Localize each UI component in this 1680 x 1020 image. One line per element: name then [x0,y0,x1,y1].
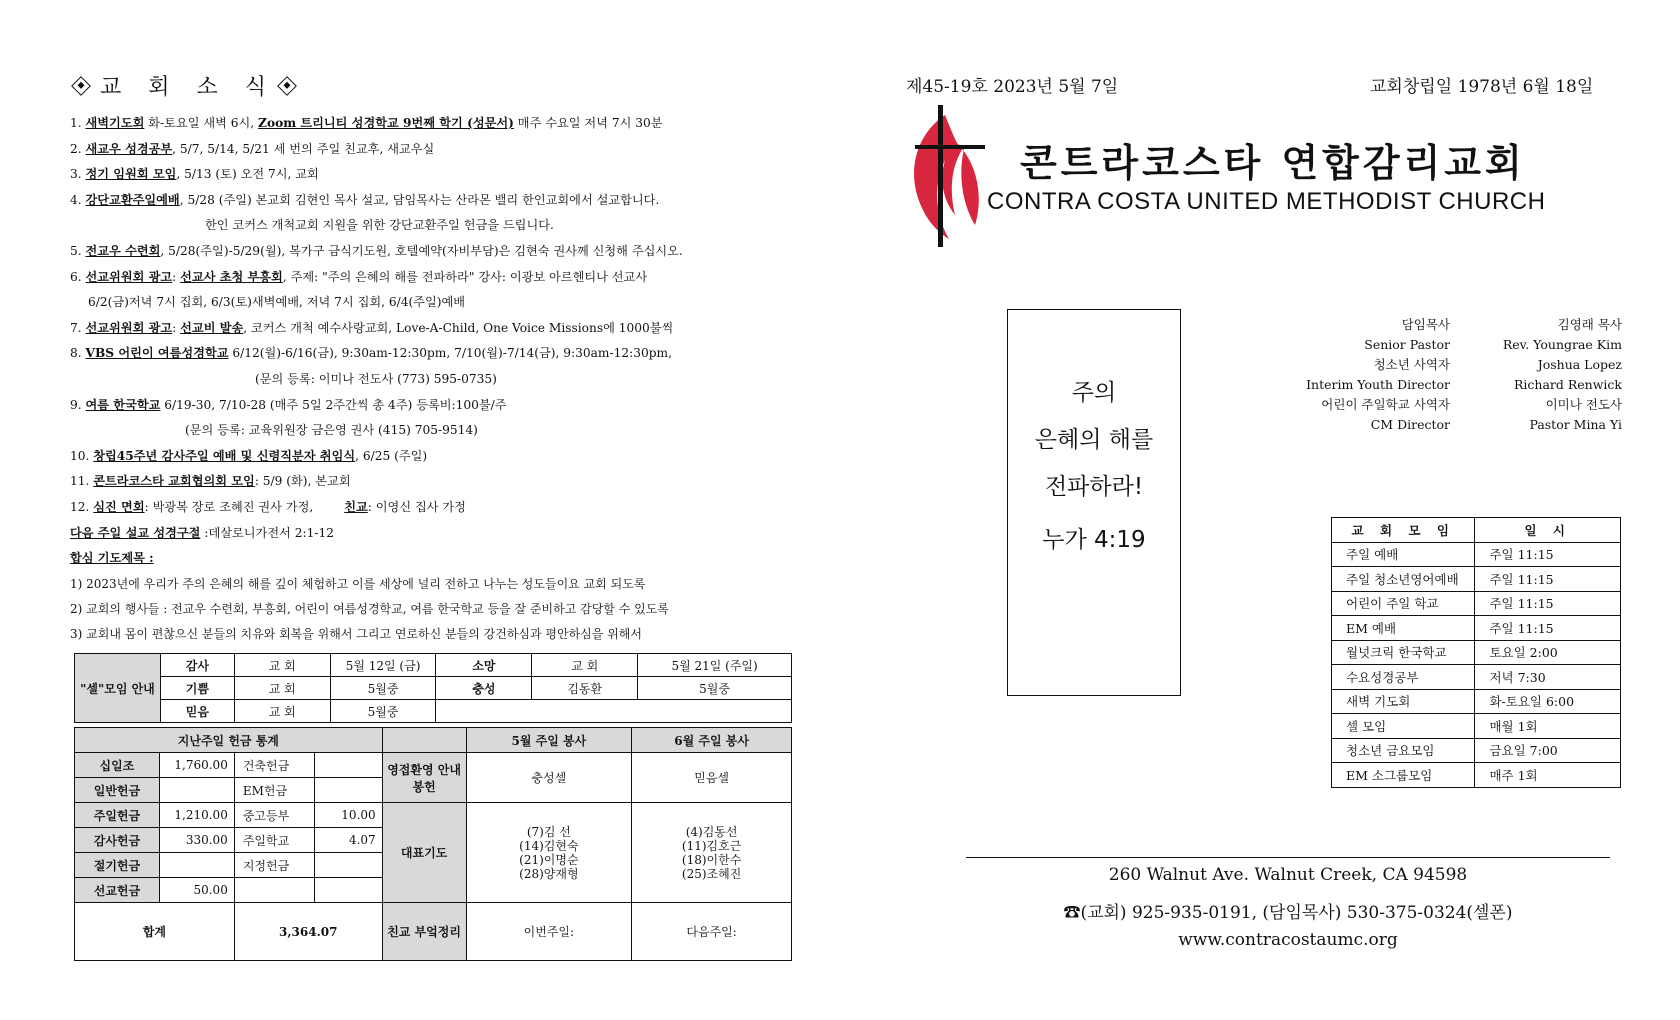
cross-and-flame-logo [905,105,985,247]
news-text: 심진 면회 [93,499,145,514]
meeting-schedule-table [1331,517,1621,788]
news-text: 1. [70,116,82,130]
total-label: 합계 [75,903,235,961]
cell-place: 교 회 [532,654,638,677]
footer-divider [966,857,1610,858]
text-line: (21)이명순 [519,852,579,867]
news-text: 친교 [344,499,368,514]
news-text: 10. [70,448,90,463]
cell-place: 김동환 [532,677,638,700]
text-line: Interim Youth Director [1306,377,1450,392]
news-item-continued [70,290,800,316]
diamond-icon [277,76,297,96]
news-text: 4. [70,192,82,207]
meeting-name: 주일 예배 [1332,542,1475,567]
welcome-may: 충성셀 [466,753,632,803]
news-text: 새교우 성경공부 [85,141,173,156]
offering-label2 [234,878,314,903]
news-text: , 주제: "주의 은혜의 해를 전파하라" 강사: 이광보 아르헨티나 선교사 [282,269,648,284]
offering-amount [159,853,234,878]
meeting-name: EM 예배 [1332,616,1475,641]
news-item-continued [70,367,800,393]
theme-line: 전파하라! [1044,474,1144,500]
meeting-head-time: 일 시 [1475,518,1621,543]
meeting-time: 주일 11:15 [1475,591,1621,616]
news-item [70,239,800,265]
prayer-item: 3) 교회내 몸이 편찮으신 분들의 치유와 회복을 위해서 그리고 연로하신 분들의 강건하심과 평안하심을 위해서 [70,626,642,641]
offering-amount2 [314,778,382,803]
news-text: 한인 코커스 개척교회 지원을 위한 강단교환주일 헌금을 드립니다. [205,218,554,233]
news-text: 선교사 초청 부흥회 [180,269,283,284]
offering-label2: EM헌금 [234,778,314,803]
text-line: Senior Pastor [1364,337,1450,352]
news-text: : 박광복 장로 조혜진 권사 가정, [144,499,314,514]
cell-meeting-label: "셀"모임 안내 [75,654,161,723]
flame-icon [914,115,979,239]
news-text: 새벽기도회 [85,116,145,130]
offering-label: 선교헌금 [75,878,160,903]
cell-name: 충성 [436,677,532,700]
news-text: 6. [70,269,82,284]
news-text: 강단교환주일예배 [85,192,180,207]
cell-date: 5월중 [330,700,436,723]
meeting-time: 저녁 7:30 [1475,665,1621,690]
meeting-name: 주일 청소년영어예배 [1332,567,1475,592]
cell-meeting-table [74,653,792,723]
text-line: (14)김현숙 [519,838,579,853]
news-heading [70,70,800,101]
offering-label: 절기헌금 [75,853,160,878]
cell-place: 교 회 [234,700,330,723]
text-line: Richard Renwick [1514,377,1622,392]
text-line: Joshua Lopez [1537,357,1622,372]
offering-amount: 1,760.00 [159,753,234,778]
news-text: : [172,320,181,335]
text-line: 어린이 주일학교 사역자 [1321,397,1450,412]
prayer-june [632,803,792,903]
meeting-name: EM 소그룹모임 [1332,763,1475,788]
news-text: 여름 한국학교 [85,397,161,412]
news-text: Zoom 트리니티 성경학교 9번째 학기 (성문서) [258,116,514,130]
offering-amount2 [314,878,382,903]
news-text: : 5/9 (화), 본교회 [254,474,351,489]
news-text: 선교비 발송 [180,320,244,335]
news-item [70,393,800,419]
news-item [70,469,800,495]
news-list [70,111,800,572]
news-text: 매주 수요일 저녁 7시 30분 [513,116,663,130]
text-line: (7)김 선 [526,824,571,839]
news-item [70,444,800,470]
church-name-english: CONTRA COSTA UNITED METHODIST CHURCH [987,188,1546,215]
meeting-time: 주일 11:15 [1475,542,1621,567]
news-item [70,265,800,291]
prayer-label: 대표기도 [382,803,466,903]
news-text: 전교우 수련회 [85,243,161,258]
news-item [70,111,800,137]
news-text: 9. [70,397,82,412]
offering-label2: 중고등부 [234,803,314,828]
meeting-name: 월넛크릭 한국학교 [1332,640,1475,665]
may-service-head: 5월 주일 봉사 [466,728,632,753]
meeting-name: 어린이 주일 학교 [1332,591,1475,616]
prayer-item: 2) 교회의 행사들 : 전교우 수련회, 부흥회, 어린이 여름성경학교, 여름 한국학교 등을 잘 준비하고 감당할 수 있도록 [70,601,669,616]
news-text: 선교위원회 광고 [85,320,173,335]
total-amount: 3,364.07 [234,903,382,961]
news-text: 정기 임원회 모임 [85,167,177,182]
staff-names [1460,315,1622,435]
offering-amount2: 10.00 [314,803,382,828]
news-text: 8. [70,346,82,361]
meeting-name: 수요성경공부 [1332,665,1475,690]
offering-label: 일반헌금 [75,778,160,803]
text-line: 청소년 사역자 [1373,357,1450,372]
news-text: , 5/13 (토) 오전 7시, 교회 [176,167,319,182]
news-text: 5. [70,243,82,258]
diamond-icon [71,76,91,96]
meeting-time: 주일 11:15 [1475,567,1621,592]
church-website[interactable]: www.contracostaumc.org [1178,930,1398,950]
news-text: 콘트라코스타 교회협의회 모임 [93,474,255,489]
sermon-scripture [70,521,800,547]
offering-table [74,727,792,961]
offering-label2: 건축헌금 [234,753,314,778]
text-line: Pastor Mina Yi [1529,417,1622,432]
news-item [70,316,800,342]
offering-amount2 [314,853,382,878]
meeting-time: 매월 1회 [1475,714,1621,739]
theme-line: 주의 [1071,380,1117,406]
theme-box [1007,309,1181,696]
news-text: , 5/28 (주일) 본교회 김현인 목사 설교, 담임목사는 산라몬 밸리 한인교회에서 설교합니다. [179,192,660,207]
cell-date: 5월중 [638,677,792,700]
offering-label: 십일조 [75,753,160,778]
cell-place: 교 회 [234,654,330,677]
meeting-name: 새벽 기도회 [1332,689,1475,714]
prayer-title [70,546,800,572]
welcome-label: 영접환영 안내봉헌 [382,753,466,803]
news-text: 6/2(금)저녁 7시 집회, 6/3(토)새벽예배, 저녁 7시 집회, 6/4(주일)예배 [88,295,466,310]
news-text: 6/12(월)-6/16(금), 9:30am-12:30pm, 7/10(월)-7/14(금), 9:30am-12:30pm, [228,346,672,361]
meeting-time: 화-토요일 6:00 [1475,689,1621,714]
news-text: , 코커스 개척 예수사랑교회, Love-A-Child, One Voice Missions에 1000불씩 [243,320,674,335]
meeting-name: 셀 모임 [1332,714,1475,739]
news-text: :데살로니가전서 2:1-12 [200,525,334,540]
news-text: (문의 등록: 교육위원장 금은영 권사 (415) 705-9514) [185,423,478,438]
text-line: (11)김호근 [681,838,742,853]
this-week: 이번주일: [466,903,632,961]
news-text: : [172,269,181,284]
news-text: 화-토요일 새벽 6시, [144,116,259,130]
text-line: Rev. Youngrae Kim [1502,337,1622,352]
news-item [70,495,800,521]
cross-vertical [938,105,943,247]
staff-titles [1260,315,1450,435]
offering-title: 지난주일 헌금 통계 [75,728,383,753]
founding-date: 교회창립일 1978년 6월 18일 [1370,77,1594,97]
news-text: VBS 어린이 여름성경학교 [85,346,229,361]
news-text: 다음 주일 설교 성경구절 [70,525,201,540]
text-line: 김영래 목사 [1557,317,1622,332]
cell-name: 감사 [160,654,234,677]
welcome-june: 믿음셀 [632,753,792,803]
news-item-continued [70,213,800,239]
cell-empty [436,700,792,723]
text-line: (28)양재형 [519,866,579,881]
meeting-time: 토요일 2:00 [1475,640,1621,665]
offering-amount2: 4.07 [314,828,382,853]
church-phone: ☎(교회) 925-935-0191, (담임목사) 530-375-0324(셀폰) [1063,903,1513,923]
text-line: 이미나 전도사 [1545,397,1622,412]
offering-amount [159,778,234,803]
next-week: 다음주일: [632,903,792,961]
news-text: , 5/7, 5/14, 5/21 세 번의 주일 친교후, 새교우실 [172,141,435,156]
news-text: : 이영신 집사 가정 [367,499,466,514]
offering-amount2 [314,753,382,778]
news-item [70,137,800,163]
news-text: 창립45주년 감사주일 예배 및 신령직분자 취임식 [93,448,356,463]
prayer-list [70,572,800,647]
service-corner [382,728,466,753]
prayer-item: 1) 2023년에 우리가 주의 은혜의 해를 깊이 체험하고 이를 세상에 널리 전하고 나누는 성도들이요 교회 되도록 [70,576,646,591]
theme-line: 은혜의 해를 [1034,427,1154,453]
cell-place: 교 회 [234,677,330,700]
text-line: CM Director [1370,417,1450,432]
news-text: , 5/28(주일)-5/29(월), 복가구 금식기도원, 호텔예약(자비부담)은 김현숙 권사께 신청해 주십시오. [160,243,683,258]
news-item [70,188,800,214]
offering-label2: 지정헌금 [234,853,314,878]
text-line: (4)김동선 [685,824,738,839]
news-text: , 6/25 (주일) [355,448,428,463]
news-text: 7. [70,320,82,335]
news-title: 교 회 소 식 [100,75,276,100]
fellowship-label: 친교 부엌정리 [382,903,466,961]
text-line: (18)이한수 [681,852,742,867]
news-text: 3. [70,167,82,182]
news-text: (문의 등록: 이미나 전도사 (773) 595-0735) [255,371,497,386]
meeting-time: 주일 11:15 [1475,616,1621,641]
cell-name: 소망 [436,654,532,677]
offering-amount: 330.00 [159,828,234,853]
news-text: 2. [70,141,82,156]
church-news-section [70,70,800,647]
text-line: (25)조혜진 [681,866,742,881]
cell-date: 5월 12일 (금) [330,654,436,677]
meeting-head-name: 교 회 모 임 [1332,518,1475,543]
church-address: 260 Walnut Ave. Walnut Creek, CA 94598 [1108,865,1468,885]
theme-verse: 누가 4:19 [1042,527,1146,553]
news-item-continued [70,418,800,444]
cell-date: 5월 21일 (주일) [638,654,792,677]
cell-date: 5월중 [330,677,436,700]
offering-amount: 50.00 [159,878,234,903]
offering-label: 주일헌금 [75,803,160,828]
news-text: 합심 기도제목 : [70,551,154,566]
cell-name: 기쁨 [160,677,234,700]
june-service-head: 6월 주일 봉사 [632,728,792,753]
news-text: 12. [70,499,90,514]
news-item [70,341,800,367]
offering-label: 감사헌금 [75,828,160,853]
news-text: 11. [70,474,90,489]
church-name-korean: 콘트라코스타 연합감리교회 [1020,141,1526,185]
prayer-may [466,803,632,903]
issue-number: 제45-19호 2023년 5월 7일 [906,77,1119,97]
news-text: 6/19-30, 7/10-28 (매주 5일 2주간씩 총 4주) 등록비:100불/주 [160,397,507,412]
news-text: 선교위원회 광고 [85,269,173,284]
meeting-time: 매주 1회 [1475,763,1621,788]
offering-amount: 1,210.00 [159,803,234,828]
news-item [70,162,800,188]
offering-label2: 주일학교 [234,828,314,853]
meeting-time: 금요일 7:00 [1475,738,1621,763]
meeting-name: 청소년 금요모임 [1332,738,1475,763]
cell-name: 믿음 [160,700,234,723]
cross-horizontal [915,145,985,149]
text-line: 담임목사 [1401,317,1450,332]
